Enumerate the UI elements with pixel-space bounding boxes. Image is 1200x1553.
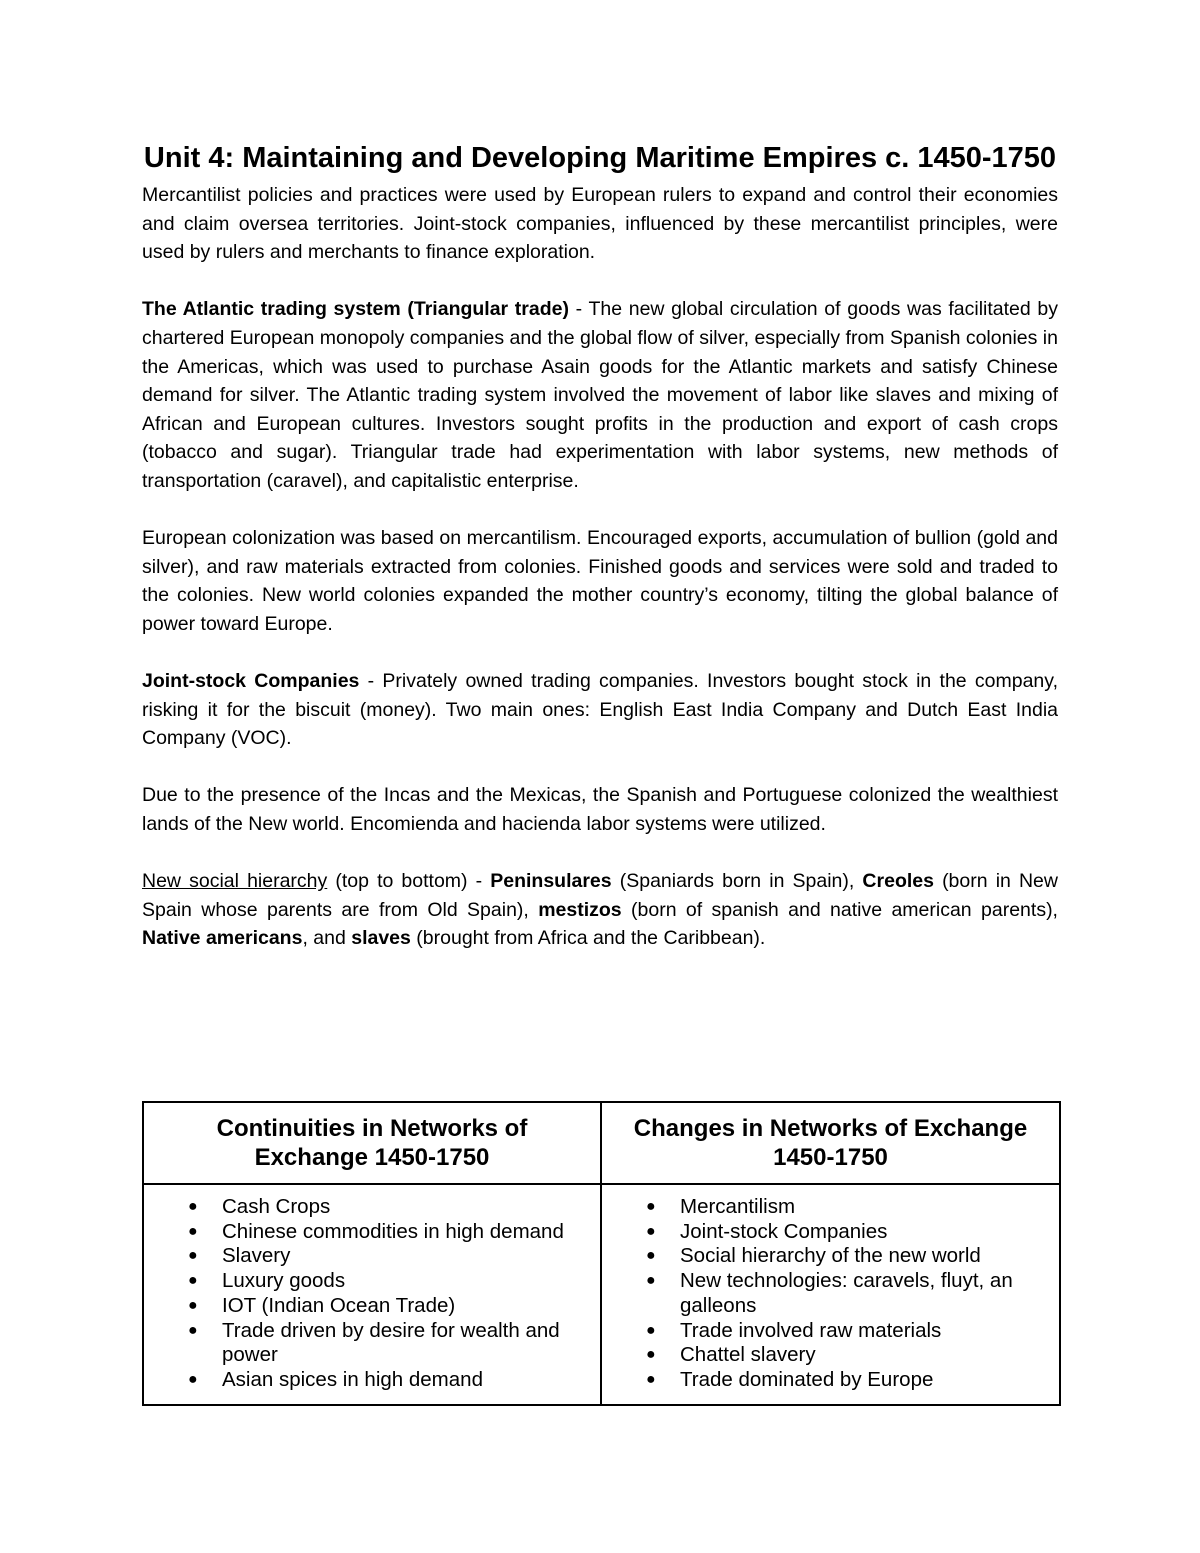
hierarchy-text: (born of spanish and native american parents), <box>621 898 1058 921</box>
bullet-icon: ● <box>188 1247 198 1265</box>
list-item <box>646 1195 1047 1220</box>
list-item-text: New technologies: caravels, fluyt, an galleons <box>680 1269 1013 1317</box>
bullet-icon: ● <box>646 1222 656 1240</box>
list-item-text: Joint-stock Companies <box>680 1219 888 1243</box>
changes-cell <box>602 1185 1059 1404</box>
list-item <box>646 1269 1047 1318</box>
joint-stock-term: Joint-stock Companies <box>142 670 360 693</box>
bullet-icon: ● <box>188 1321 198 1339</box>
bullet-icon: ● <box>646 1247 656 1265</box>
page-title: Unit 4: Maintaining and Developing Maritime Empires c. 1450-1750 <box>143 142 1057 174</box>
list-item <box>188 1219 588 1245</box>
list-item-text: Trade dominated by Europe <box>680 1367 934 1391</box>
list-item-text: Slavery <box>222 1244 291 1268</box>
hierarchy-term-creoles: Creoles <box>862 870 934 893</box>
hierarchy-text: , and <box>302 927 352 950</box>
list-item-text: Asian spices in high demand <box>222 1367 483 1391</box>
list-item <box>188 1318 588 1368</box>
intro-paragraph: Mercantilist policies and practices were used by European rulers to expand and control their economies and claim oversea territories. Joint-stock companies, influenced by these mercantilist principles, were used by rulers and merchants to finance exploration. <box>142 184 1058 264</box>
hierarchy-text: (brought from Africa and the Caribbean). <box>410 927 766 950</box>
atlantic-trade-term: The Atlantic trading system (Triangular trade) <box>142 298 569 321</box>
bullet-icon: ● <box>188 1370 198 1388</box>
list-item <box>646 1367 1047 1393</box>
list-item <box>646 1219 1047 1245</box>
bullet-icon: ● <box>188 1222 198 1240</box>
continuities-list <box>144 1185 600 1393</box>
bullet-icon: ● <box>646 1198 656 1215</box>
changes-header: Changes in Networks of Exchange 1450-1750 <box>602 1103 1059 1185</box>
networks-of-exchange-table <box>142 1101 1061 1406</box>
list-item <box>188 1269 588 1294</box>
list-item <box>646 1343 1047 1368</box>
continuities-cell <box>144 1185 602 1404</box>
list-item-text: IOT (Indian Ocean Trade) <box>222 1293 456 1317</box>
continuities-header: Continuities in Networks of Exchange 1450-1750 <box>144 1103 602 1185</box>
list-item-text: Trade involved raw materials <box>680 1318 942 1342</box>
bullet-icon: ● <box>646 1272 656 1290</box>
social-hierarchy-paragraph <box>142 867 1058 953</box>
social-hierarchy-heading: New social hierarchy <box>142 870 328 893</box>
hierarchy-term-slaves: slaves <box>351 927 411 950</box>
joint-stock-paragraph <box>142 667 1058 753</box>
bullet-icon: ● <box>188 1198 198 1215</box>
list-item <box>188 1195 588 1220</box>
list-item-text: Cash Crops <box>222 1195 331 1218</box>
list-item-text: Luxury goods <box>222 1269 346 1293</box>
bullet-icon: ● <box>646 1370 656 1388</box>
list-item <box>188 1293 588 1319</box>
bullet-icon: ● <box>646 1321 656 1339</box>
hierarchy-term-peninsulares: Peninsulares <box>490 870 612 893</box>
list-item <box>646 1318 1047 1344</box>
document-body <box>142 140 1058 953</box>
hierarchy-text: (top to bottom) - <box>327 870 491 893</box>
list-item-text: Chattel slavery <box>680 1343 816 1367</box>
bullet-icon: ● <box>188 1296 198 1314</box>
colonization-paragraph: European colonization was based on mercantilism. Encouraged exports, accumulation of bullion (gold and silver), and raw materials extracted from colonies. Finished goods and services were sold and traded to the colonies. New world colonies expanded the mother country’s economy, tilting the global balance of power toward Europe. <box>142 527 1058 635</box>
atlantic-trade-paragraph <box>142 295 1058 495</box>
list-item-text: Chinese commodities in high demand <box>222 1219 564 1243</box>
atlantic-trade-text: - The new global circulation of goods was facilitated by chartered European monopoly companies and the global flow of silver, especially from Spanish colonies in the Americas, which was used to purchase Asain goods for the Atlantic markets and satisfy Chinese demand for silver. The Atlantic trading system involved the movement of labor like slaves and mixing of African and European cultures. Investors sought profits in the production and export of cash crops (tobacco and sugar). Triangular trade had experimentation with labor systems, new methods of transportation (caravel), and capitalistic enterprise. <box>142 298 1058 492</box>
hierarchy-text: (Spaniards born in Spain), <box>611 870 863 893</box>
hierarchy-term-native-americans: Native americans <box>142 927 303 950</box>
list-item-text: Social hierarchy of the new world <box>680 1244 981 1268</box>
changes-list <box>602 1185 1059 1393</box>
bullet-icon: ● <box>188 1272 198 1290</box>
incas-paragraph: Due to the presence of the Incas and the Mexicas, the Spanish and Portuguese colonized the wealthiest lands of the New world. Encomienda and hacienda labor systems were utilized. <box>142 784 1058 836</box>
hierarchy-text: (born in New Spain whose parents are from Old Spain), <box>142 870 1058 921</box>
hierarchy-term-mestizos: mestizos <box>538 898 622 921</box>
joint-stock-text: - Privately owned trading companies. Investors bought stock in the company, risking it for the biscuit (money). Two main ones: English East India Company and Dutch East India Company (VOC). <box>142 670 1058 750</box>
list-item <box>646 1244 1047 1269</box>
list-item-text: Mercantilism <box>680 1195 796 1218</box>
list-item <box>188 1244 588 1269</box>
list-item-text: Trade driven by desire for wealth and power <box>222 1318 560 1367</box>
bullet-icon: ● <box>646 1346 656 1364</box>
list-item <box>188 1367 588 1393</box>
